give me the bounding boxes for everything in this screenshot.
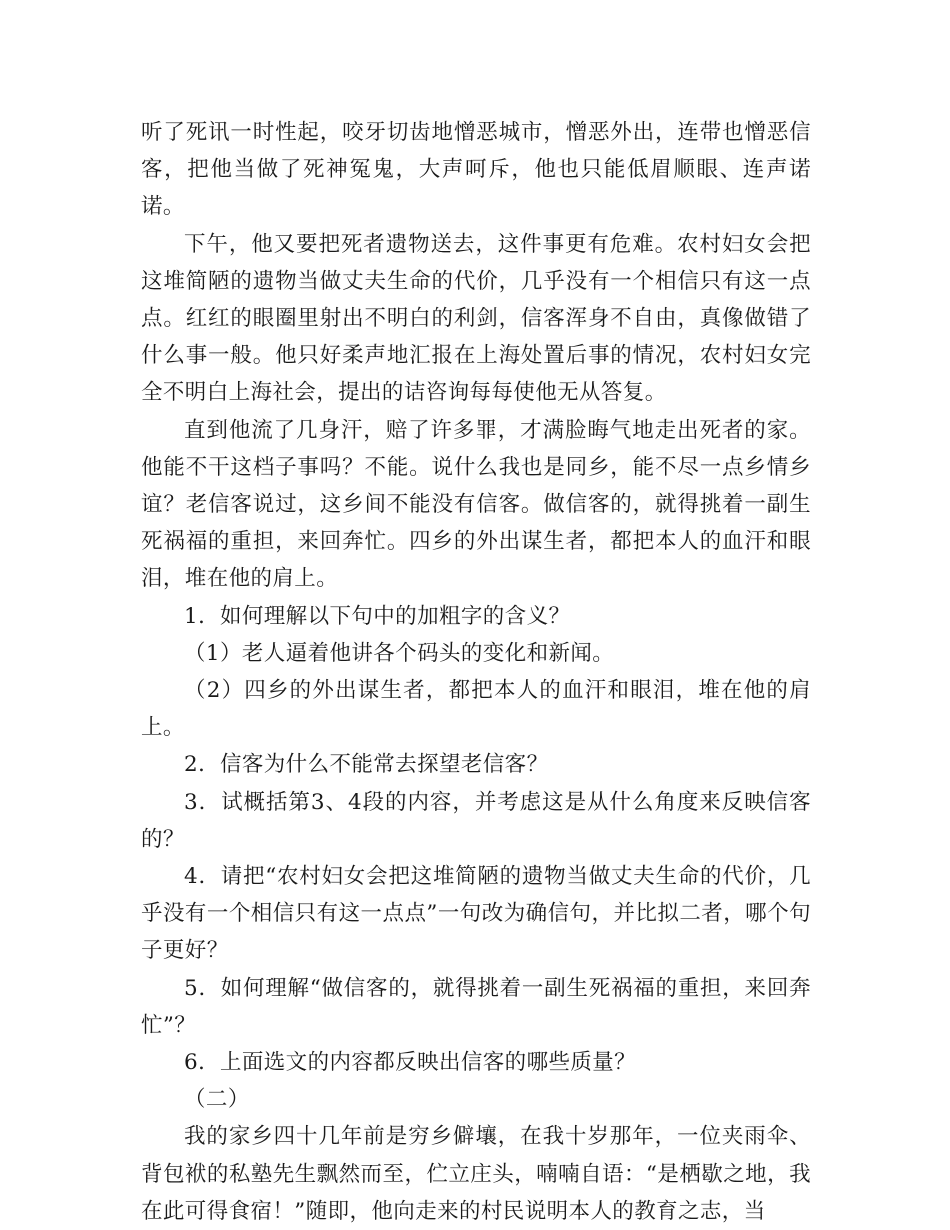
- paragraph-afternoon: 下午，他又要把死者遗物送去，这件事更有危难。农村妇女会把这堆简陋的遗物当做丈夫生命的代价，几乎没有一个相信只有这一点点。红红的眼圈里射出不明白的利剑，信客浑身不自由，真像做错了什么事一般。他只好柔声地汇报在上海处置后事的情况，农村妇女完全不明白上海社会，提出的诘咨询每每使他无从答复。: [141, 231, 811, 406]
- question-5: 5．如何理解“做信客的，就得挑着一副生死祸福的重担，来回奔忙”？: [141, 975, 811, 1038]
- section-heading: （二）: [184, 1087, 250, 1113]
- question-1-part-1: （1）老人逼着他讲各个码头的变化和新闻。: [184, 640, 615, 666]
- question-2: 2．信客为什么不能常去探望老信客？: [184, 752, 549, 778]
- question-6: 6．上面选文的内容都反映出信客的哪些质量？: [184, 1050, 637, 1076]
- document-body: [141, 114, 811, 1230]
- paragraph-continuation: 听了死讯一时性起，咬牙切齿地憎恶城市，憎恶外出，连带也憎恶信客，把他当做了死神冤鬼，大声呵斥，他也只能低眉顺眼、连声诺诺。: [141, 120, 811, 220]
- question-4: 4．请把“农村妇女会把这堆简陋的遗物当做丈夫生命的代价，几乎没有一个相信只有这一点点”一句改为确信句，并比拟二者，哪个句子更好？: [141, 864, 811, 964]
- question-3: 3．试概括第3、4段的内容，并考虑这是从什么角度来反映信客的？: [141, 789, 811, 852]
- section-2-paragraph: 我的家乡四十几年前是穷乡僻壤，在我十岁那年，一位夹雨伞、背包袱的私塾先生飘然而至，伫立庄头，喃喃自语：“是栖歇之地，我在此可得食宿！”随即，他向走来的村民说明本人的教育之志，当: [141, 1124, 811, 1224]
- question-1-part-2: （2）四乡的外出谋生者，都把本人的血汗和眼泪，堆在他的肩上。: [141, 678, 811, 741]
- paragraph-burden: 直到他流了几身汗，赔了许多罪，才满脸晦气地走出死者的家。他能不干这档子事吗？不能。说什么我也是同乡，能不尽一点乡情乡谊？老信客说过，这乡间不能没有信客。做信客的，就得挑着一副生死祸福的重担，来回奔忙。四乡的外出谋生者，都把本人的血汗和眼泪，堆在他的肩上。: [141, 417, 811, 592]
- question-1: 1．如何理解以下句中的加粗字的含义？: [184, 603, 571, 629]
